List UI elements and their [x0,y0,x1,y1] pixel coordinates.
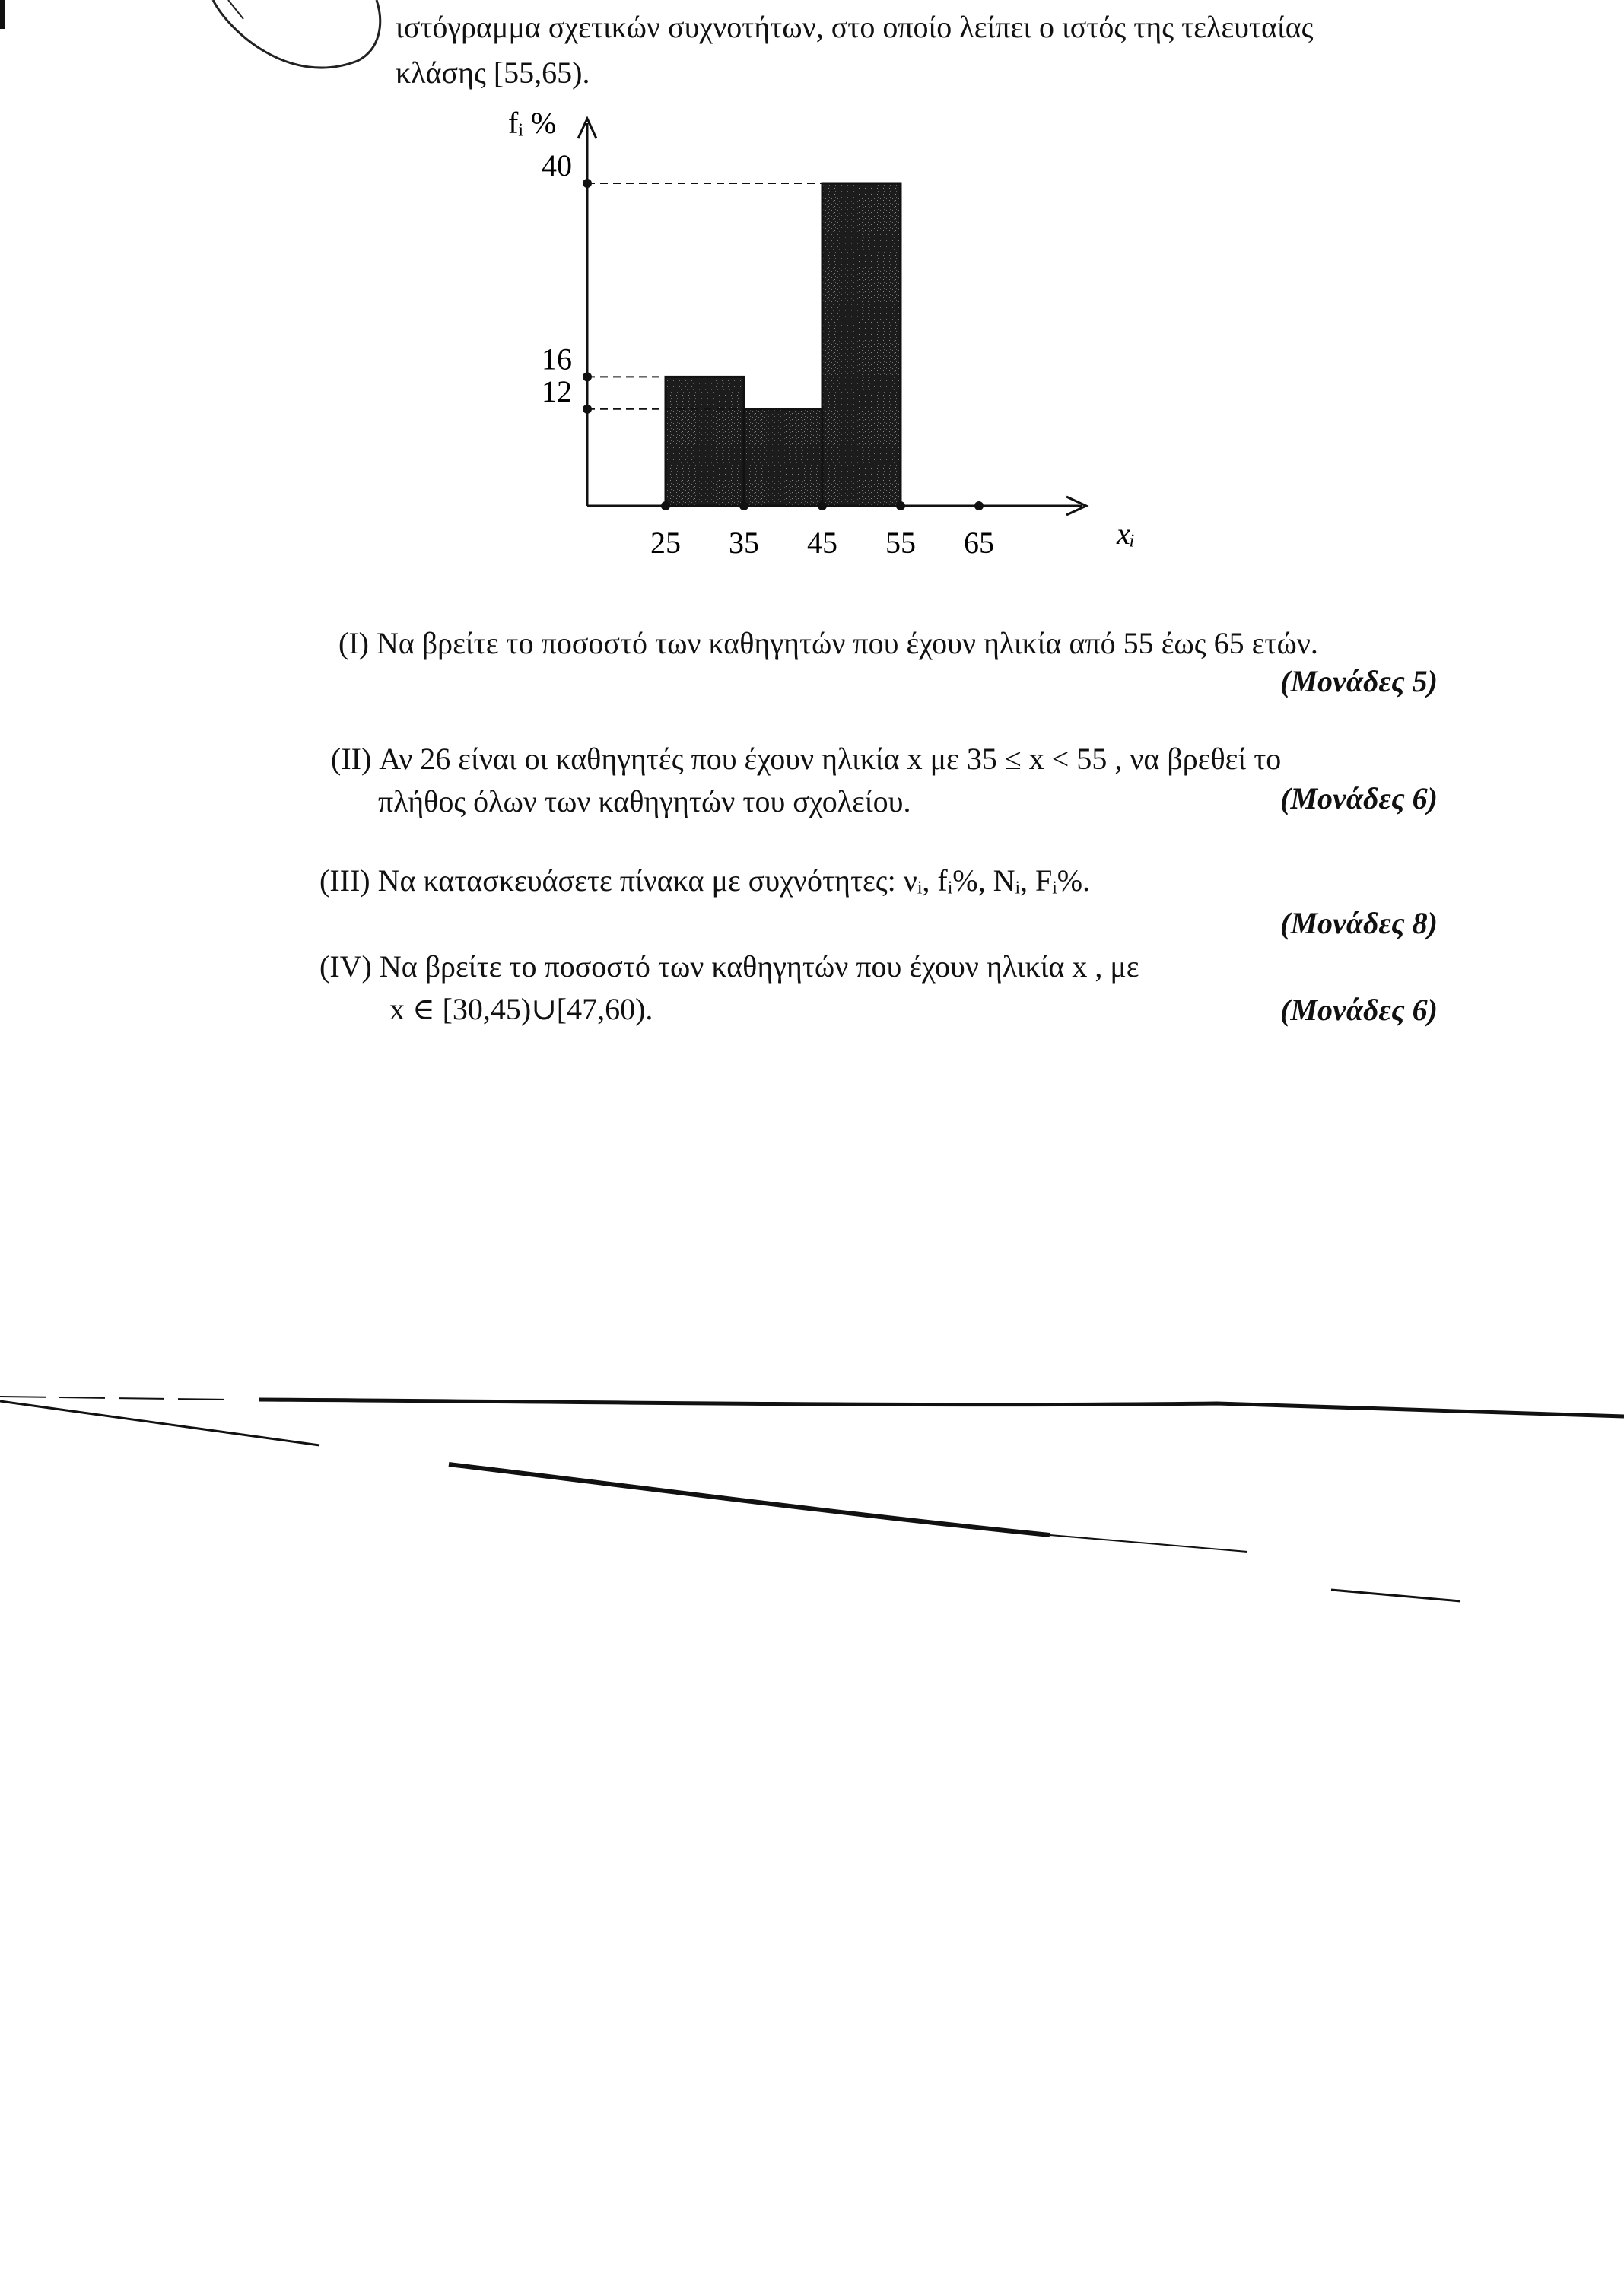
guide-lines-layer [587,183,822,409]
question-I-marks: (Μονάδες 5) [1280,664,1438,698]
y-ticks-layer [542,148,592,414]
question-II-marks: (Μονάδες 6) [1280,781,1438,815]
question-IV-line-1: (IV) Να βρείτε το ποσοστό των καθηγητών που έχουν ηλικία x , με [319,949,1139,984]
intro-text [396,5,1537,96]
question-III-line-1: (III) Να κατασκευάσετε πίνακα με συχνότητες: νᵢ, fᵢ%, Nᵢ, Fᵢ%. [319,863,1091,898]
scan-streaks [0,1369,1624,1628]
y-tick-dot [583,372,592,381]
hand-drawn-circle-mark [0,0,426,91]
histogram-chart [472,99,1156,570]
intro-line-1: ιστόγραμμα σχετικών συχνοτήτων, στο οποίο λείπει ο ιστός της τελευταίας [396,10,1314,44]
x-tick-label: 55 [885,526,916,560]
x-tick-dot [974,501,984,510]
question-II-line-1: (II) Αν 26 είναι οι καθηγητές που έχουν ηλικία x με 35 ≤ x < 55 , να βρεθεί το [331,742,1282,776]
question-IV [319,946,1139,1031]
question-I-line-1: (I) Να βρείτε το ποσοστό των καθηγητών που έχουν ηλικία από 55 έως 65 ετών. [338,626,1318,660]
x-tick-label: 25 [650,526,681,560]
y-tick-dot [583,179,592,188]
question-II-line-2: πλήθος όλων των καθηγητών του σχολείου. [378,784,911,818]
x-axis-label: xᵢ [1117,516,1136,551]
question-I [338,622,1318,665]
intro-line-2: κλάσης [55,65). [396,56,590,90]
x-tick-dot [661,501,670,510]
histogram-bar [822,183,901,506]
x-tick-label: 45 [807,526,837,560]
question-IV-line-2: x ∈ [30,45)∪[47,60). [389,992,653,1026]
histogram-bar [744,409,822,506]
y-tick-dot [583,405,592,414]
x-ticks-layer [650,501,994,560]
bars-layer [666,183,901,506]
y-axis-label: fᵢ % [508,106,557,140]
x-tick-dot [818,501,827,510]
x-tick-label: 65 [964,526,994,560]
x-tick-dot [739,501,748,510]
question-III [319,860,1090,902]
question-IV-marks: (Μονάδες 6) [1280,993,1438,1027]
x-tick-label: 35 [729,526,759,560]
question-III-marks: (Μονάδες 8) [1280,906,1438,940]
y-tick-label: 40 [542,148,572,183]
y-tick-label: 12 [542,373,572,408]
question-II [331,738,1281,823]
histogram-bar [666,377,744,506]
y-tick-label: 16 [542,342,572,377]
x-tick-dot [896,501,905,510]
